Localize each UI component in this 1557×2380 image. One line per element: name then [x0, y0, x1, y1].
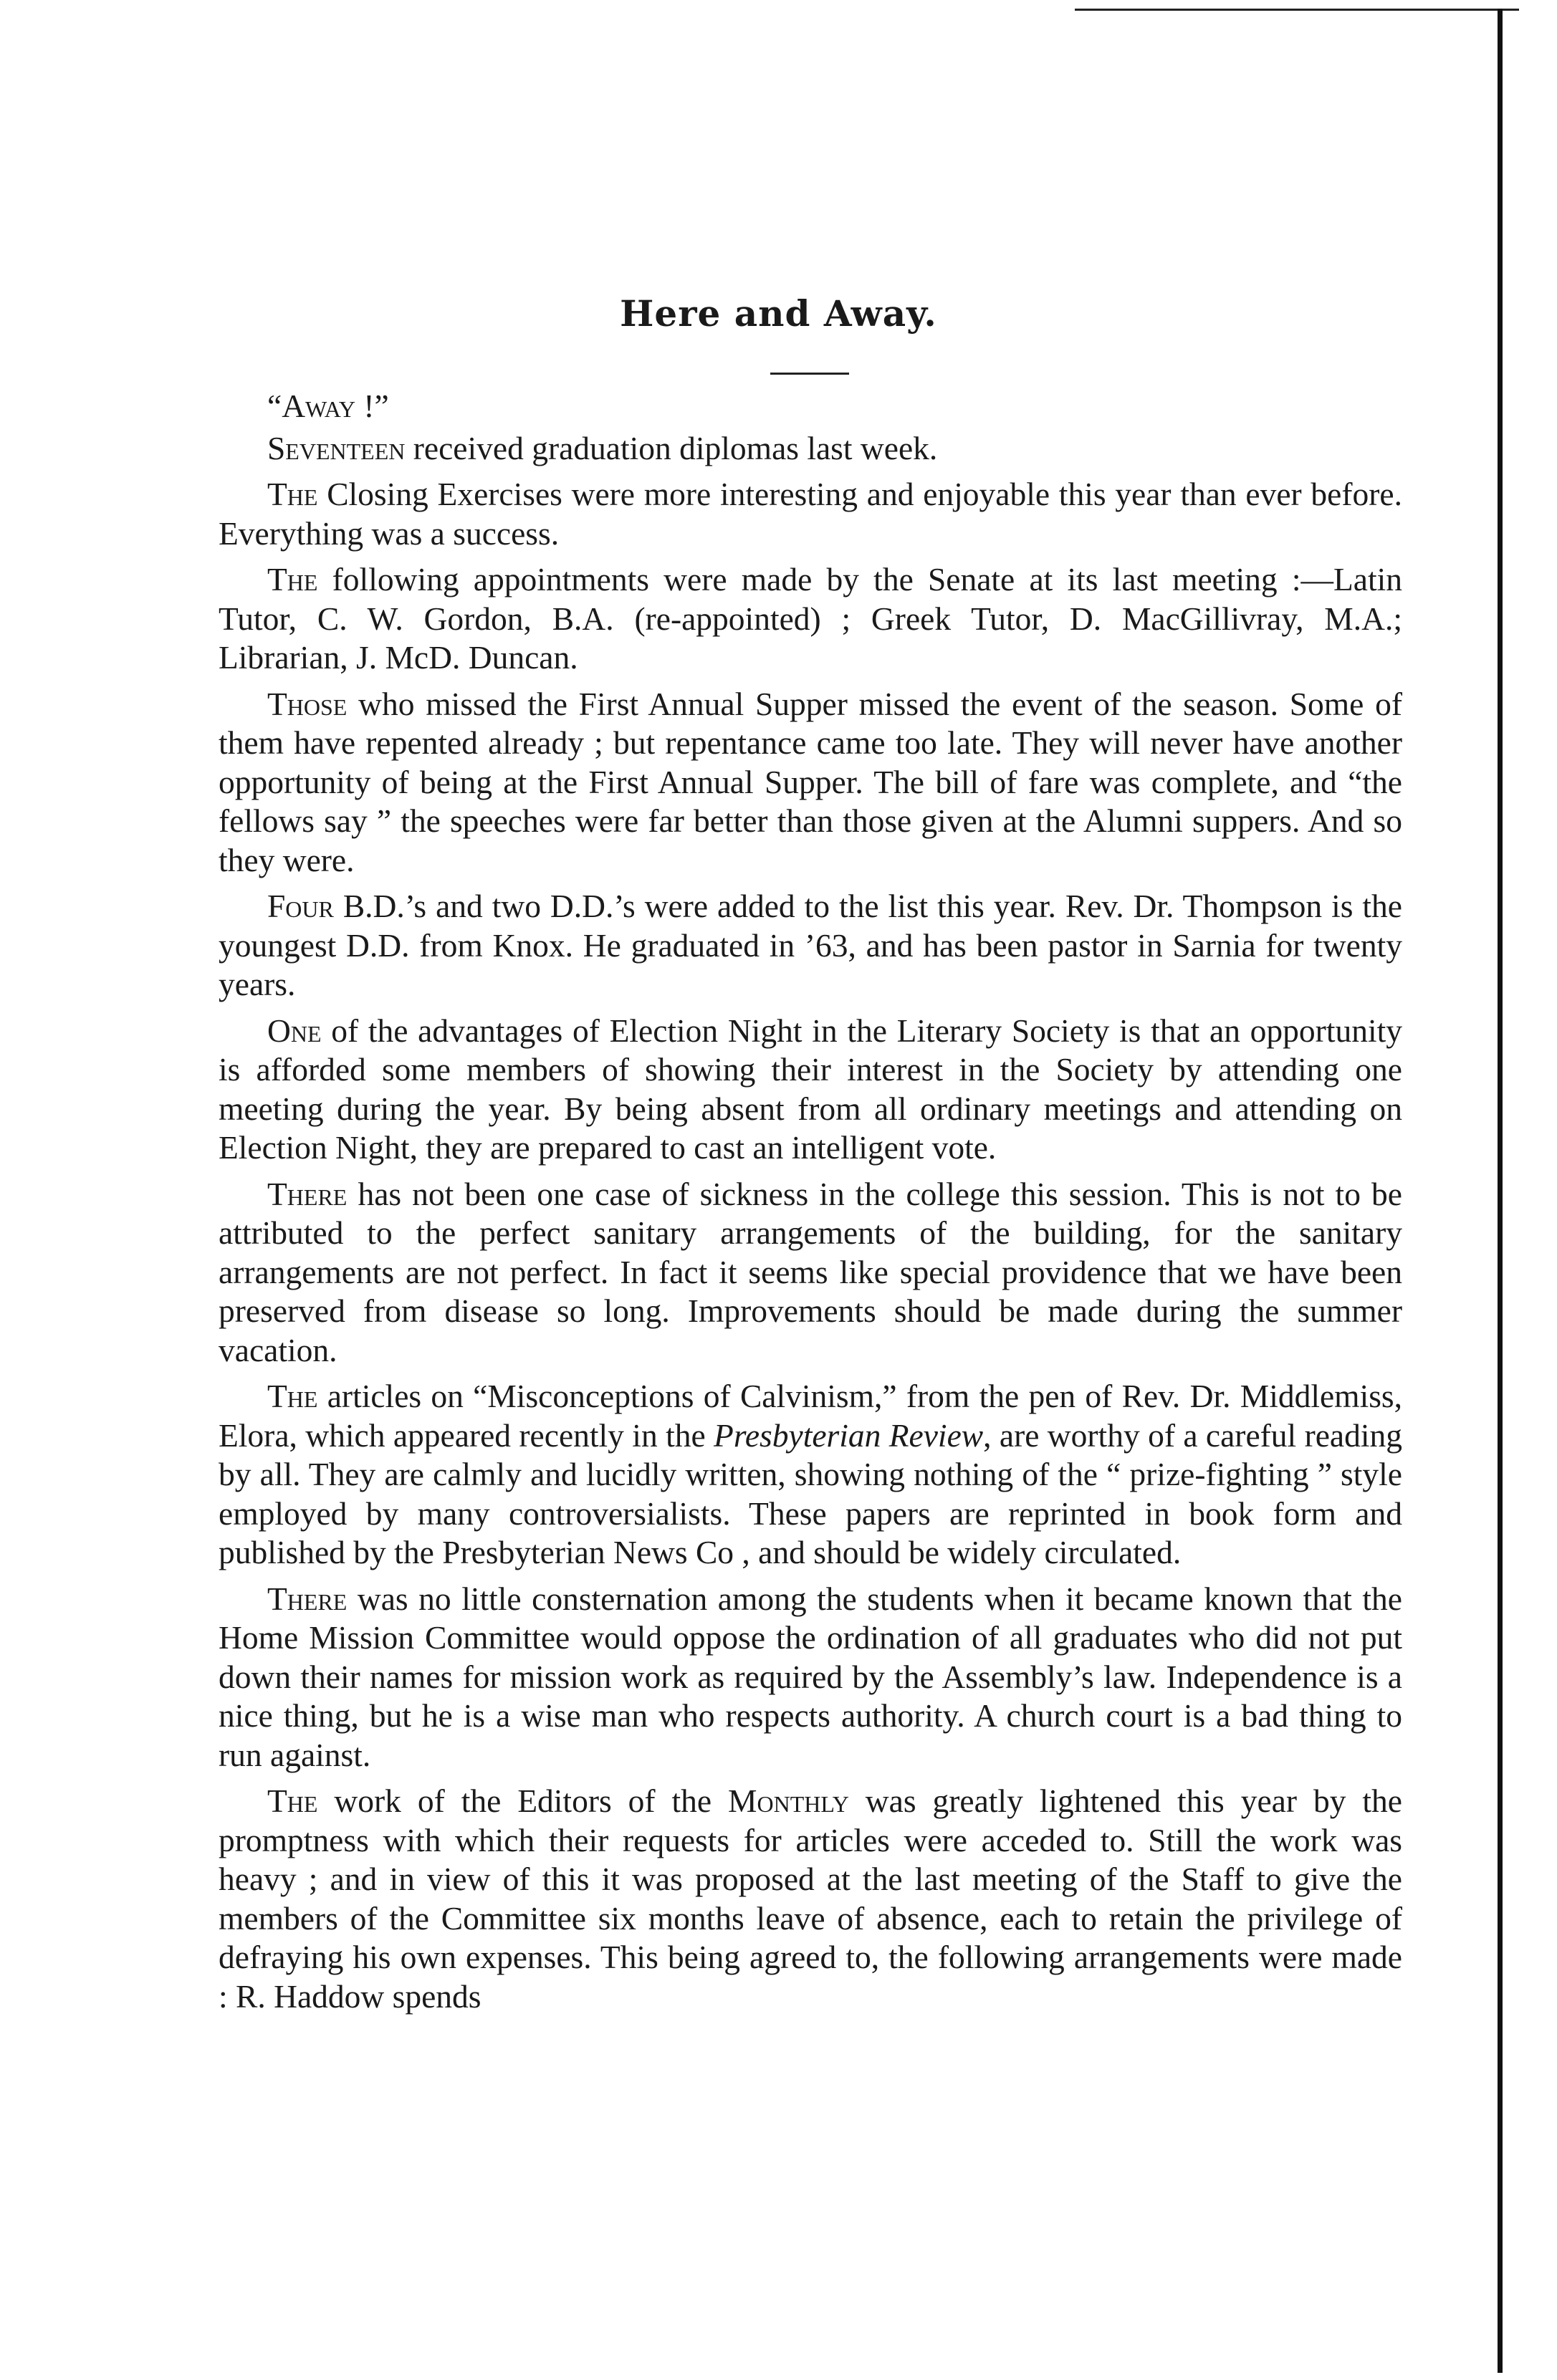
page-title: Here and Away.	[620, 292, 937, 335]
paragraph-lead: The	[267, 476, 318, 512]
paragraph-lead: Those	[267, 685, 348, 722]
paragraph-text: Closing Exercises were more interesting and enjoyable this year than ever before. Everything was a success.	[219, 476, 1402, 552]
paragraph-lead: There	[267, 1175, 348, 1212]
paragraph-text: has not been one case of sickness in the college this session. This is not to be attributed to the perfect sanitary arrangements of the building, for the sanitary arrangements are not perfect. In fact it seems like special providence that we have been preserved from disease so long. Improvements should be made during the summer vacation.	[219, 1175, 1402, 1368]
paragraph-text: articles on “Misconceptions of Calvinism,” from the pen of Rev. Dr. Middlemiss, Elora, which appeared recently in the	[219, 1378, 1402, 1454]
paragraph-text: received graduation diplomas last week.	[405, 429, 938, 466]
paragraph-text: was greatly lightened this year by the promptness with which their requests for articles were acceded to. Still the work was heavy ; and in view of this it was proposed at the last meeting of the Staff to give the members of the Committee six months leave of absence, each to retain the privilege of defraying his own expenses. This being agreed to, the following arrangements were made : R. Haddow spends	[219, 1782, 1402, 2015]
paragraph-closing-exercises	[219, 475, 1402, 553]
right-border-rule	[1498, 9, 1503, 2373]
paragraph-lead: There	[267, 1580, 348, 1617]
paragraph-text: work of the Editors of the	[317, 1782, 729, 1819]
paragraph-away	[219, 387, 1402, 426]
paragraph-lead: One	[267, 1012, 322, 1049]
paragraph-lead: The	[267, 1378, 318, 1414]
paragraph-graduation	[219, 429, 1402, 469]
paragraph-lead: The	[267, 561, 318, 598]
paragraph-calvinism	[219, 1377, 1402, 1573]
paragraph-text: who missed the First Annual Supper missed the event of the season. Some of them have repented already ; but repentance came too late. They will never have another opportunity of being at the First Annual Supper. The bill of fare was complete, and “the fellows say ” the speeches were far better than those given at the Alumni suppers. And so they were.	[219, 685, 1402, 878]
paragraph-lead: “Away !”	[267, 388, 389, 424]
paragraph-text: following appointments were made by the Senate at its last meeting :—Latin Tutor, C. W. Gordon, B.A. (re-appointed) ; Greek Tutor, D. MacGillivray, M.A.; Librarian, J. McD. Duncan.	[219, 561, 1402, 676]
paragraph-lead: Four	[267, 888, 334, 924]
paragraph-lead: The	[267, 1782, 318, 1819]
paragraph-text: of the advantages of Election Night in the Literary Society is that an opportunity is afforded some members of showing their interest in the Society by attending one meeting during the year. By being absent from all ordinary meetings and attending on Election Night, they are prepared to cast an intelligent vote.	[219, 1012, 1402, 1166]
publication-name: Monthly	[728, 1782, 849, 1819]
paragraph-degrees	[219, 887, 1402, 1004]
title-divider	[770, 373, 849, 375]
paragraph-annual-supper	[219, 685, 1402, 880]
paragraph-text: , are worthy of a careful reading by all. They are calmly and lucidly written, showing nothing of the “ prize-fighting ” style employed by many controversialists. These papers are reprinted in book form and published by the Presbyterian News Co , and should be widely circulated.	[219, 1416, 1403, 1570]
top-border-rule	[1075, 9, 1519, 11]
paragraph-text: was no little consternation among the students when it became known that the Home Mission Committee would oppose the ordination of all graduates who did not put down their names for mission work as required by the Assembly’s law. Independence is a nice thing, but he is a wise man who respects authority. A church court is a bad thing to run against.	[219, 1580, 1402, 1773]
publication-title: Presbyterian Review	[714, 1416, 984, 1454]
paragraph-election-night	[219, 1012, 1402, 1168]
paragraph-home-mission	[219, 1580, 1402, 1775]
paragraph-sickness	[219, 1175, 1402, 1371]
paragraph-editors	[219, 1782, 1402, 2016]
paragraph-appointments	[219, 560, 1402, 678]
paragraph-text: B.D.’s and two D.D.’s were added to the list this year. Rev. Dr. Thompson is the youngest D.D. from Knox. He graduated in ’63, and has been pastor in Sarnia for twenty years.	[219, 888, 1402, 1002]
paragraph-lead: Seventeen	[267, 429, 406, 466]
article-body	[219, 387, 1402, 2023]
